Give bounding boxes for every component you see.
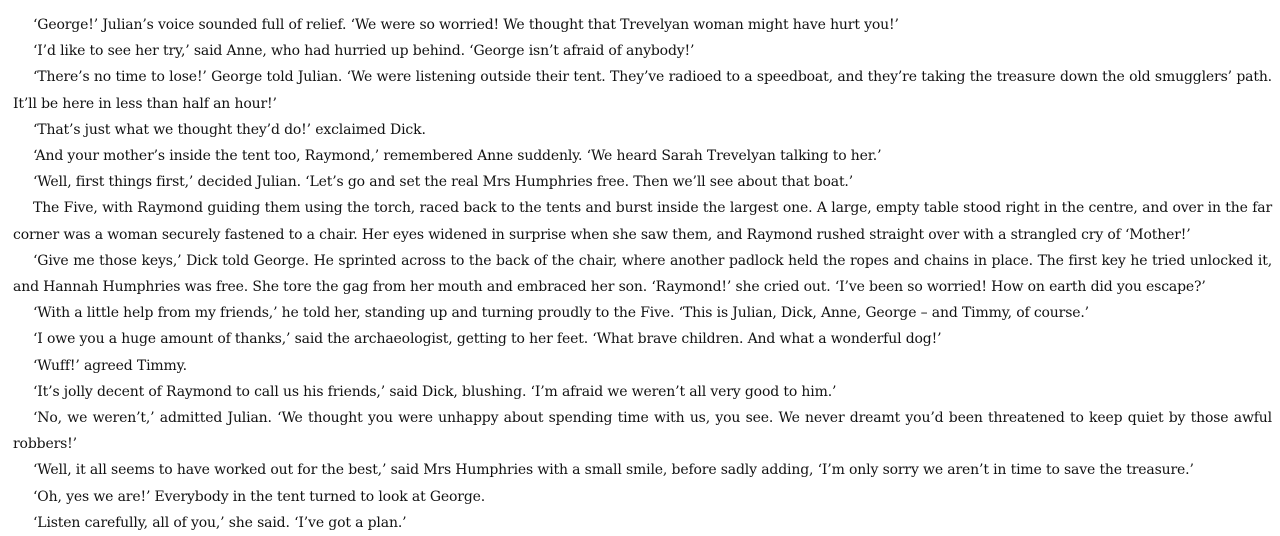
paragraph-1: ‘George!’ Julian’s voice sounded full of relief. ‘We were so worried! We thought that Trevelyan woman might have hurt you!’ — [33, 17, 899, 33]
paragraph-11: ‘Wuff!’ agreed Timmy. — [33, 357, 187, 374]
paragraph-7: The Five, with Raymond guiding them using the torch, raced back to the tents and burst inside the largest one. A large, empty table stood right in the centre, and over in the far corner was a woman securely fastened to a chair. Her eyes widened in surprise when she saw them, and Raymond rushed straight over with a strangled cry of ‘Mother!’ — [13, 200, 1272, 243]
paragraph-8: ‘Give me those keys,’ Dick told George. He sprinted across to the back of the chair, where another padlock held the ropes and chains in place. The first key he tried unlocked it, and Hannah Humphries was free. She tore the gag from her mouth and embraced her son. ‘Raymond!’ she cried out. ‘I’ve been so worried! How on earth did you escape?’ — [13, 252, 1272, 296]
paragraph-13: ‘No, we weren’t,’ admitted Julian. ‘We thought you were unhappy about spending time with us, you see. We never dreamt you’d been threatened to keep quiet by those awful robbers!’ — [13, 410, 1272, 453]
paragraph-16: ‘Listen carefully, all of you,’ she said. ‘I’ve got a plan.’ — [33, 514, 407, 531]
paragraph-2: ‘I’d like to see her try,’ said Anne, who had hurried up behind. ‘George isn’t afraid of anybody!’ — [33, 43, 695, 60]
paragraph-4: ‘That’s just what we thought they’d do!’ exclaimed Dick. — [33, 121, 426, 138]
paragraph-14: ‘Well, it all seems to have worked out for the best,’ said Mrs Humphries with a small smile, before sadly adding, ‘I’m only sorry we aren’t in time to save the treasure.’ — [33, 462, 1194, 479]
paragraph-12: ‘It’s jolly decent of Raymond to call us his friends,’ said Dick, blushing. ‘I’m afraid we weren’t all very good to him.’ — [33, 383, 837, 400]
paragraph-3: ‘There’s no time to lose!’ George told Julian. ‘We were listening outside their tent. They’ve radioed to a speedboat, and they’re taking the treasure down the old smugglers’ path. It’ll be here in less than half an hour!’ — [13, 69, 1272, 112]
paragraph-15: ‘Oh, yes we are!’ Everybody in the tent turned to look at George. — [33, 488, 486, 505]
paragraph-6: ‘Well, first things first,’ decided Julian. ‘Let’s go and set the real Mrs Humphries free. Then we’ll see about that boat.’ — [33, 174, 854, 191]
paragraph-10: ‘I owe you a huge amount of thanks,’ said the archaeologist, getting to her feet. ‘What brave children. And what a wonderful dog!’ — [33, 331, 942, 348]
paragraph-5: ‘And your mother’s inside the tent too, Raymond,’ remembered Anne suddenly. ‘We heard Sarah Trevelyan talking to her.’ — [33, 148, 882, 165]
paragraph-9: ‘With a little help from my friends,’ he told her, standing up and turning proudly to the Five. ‘This is Julian, Dick, Anne, George – and Timmy, of course.’ — [33, 305, 1089, 322]
